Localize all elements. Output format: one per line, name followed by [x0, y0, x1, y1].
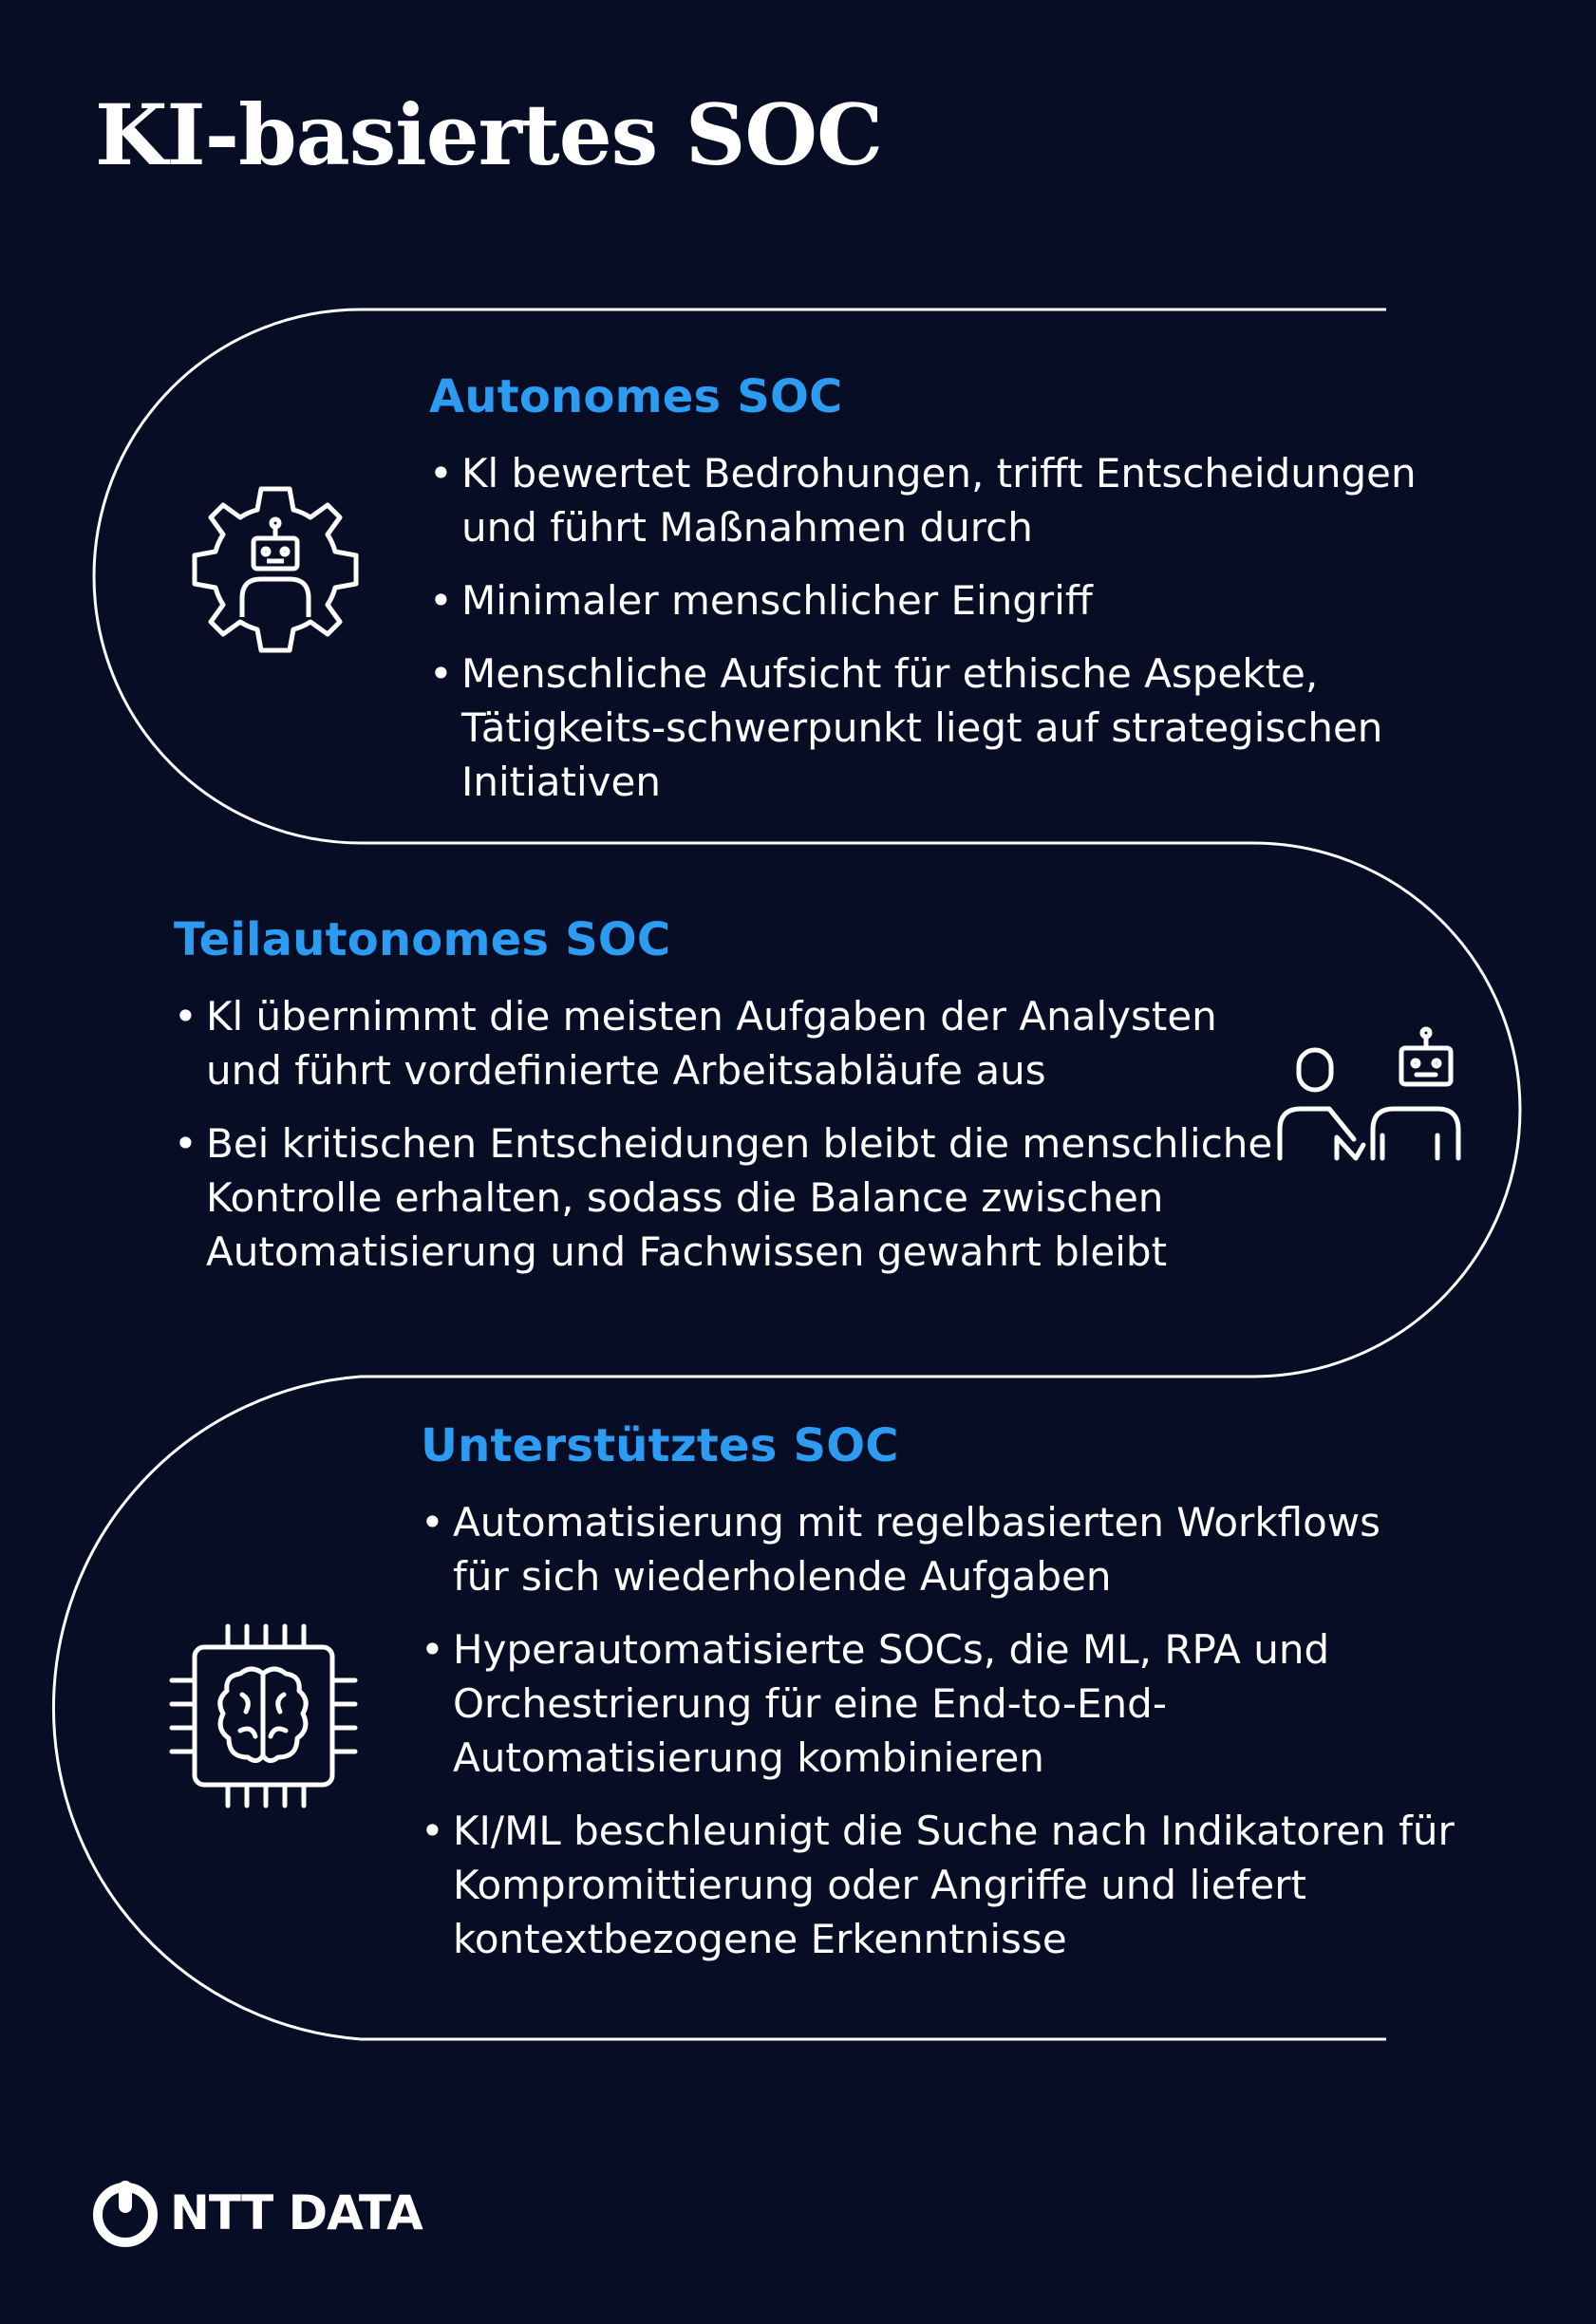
list-item: • Kl bewertet Bedrohungen, trifft Entscheidungen und führt Maßnahmen durch	[429, 446, 1439, 554]
list-item: • Automatisierung mit regelbasierten Workflows für sich wiederholende Aufgaben	[421, 1495, 1431, 1603]
bullet-list	[174, 989, 1273, 1279]
logo-text: NTT DATA	[170, 2185, 422, 2240]
page-title: KI-basiertes SOC	[95, 85, 883, 184]
section-heading: Unterstütztes SOC	[421, 1419, 899, 1472]
bullet-list	[429, 446, 1502, 809]
section-heading: Autonomes SOC	[429, 370, 843, 423]
list-item: • Kl übernimmt die meisten Aufgaben der Analysten und führt vordefinierte Arbeitsabläufe aus	[174, 989, 1250, 1097]
list-item: • KI/ML beschleunigt die Suche nach Indikatoren für Kompromittierung oder Angriffe und liefert kontextbezogene Erkenntnisse	[421, 1804, 1459, 1966]
list-item: • Minimaler menschlicher Eingriff	[429, 573, 1502, 628]
robot-gear-icon	[185, 479, 366, 660]
section-semi-autonomous	[174, 913, 1273, 1298]
bullet-list	[421, 1495, 1493, 1966]
ntt-data-logo-icon	[90, 2179, 160, 2247]
section-heading: Teilautonomes SOC	[174, 913, 671, 966]
human-robot-collaboration-icon	[1270, 1025, 1470, 1168]
section-autonomous	[429, 370, 1502, 828]
list-item: • Hyperautomatisierte SOCs, die ML, RPA und Orchestrierung für eine End-to-End-Automatisierung kombinieren	[421, 1622, 1355, 1785]
brain-chip-icon	[166, 1619, 361, 1813]
list-item: • Menschliche Aufsicht für ethische Aspekte, Tätigkeits-schwerpunkt liegt auf strategischen Initiativen	[429, 647, 1525, 809]
ntt-data-logo	[90, 2179, 422, 2247]
section-assisted	[421, 1419, 1493, 1985]
list-item: • Bei kritischen Entscheidungen bleibt die menschliche Kontrolle erhalten, sodass die Balance zwischen Automatisierung und Fachwissen gewahrt bleibt	[174, 1116, 1288, 1279]
